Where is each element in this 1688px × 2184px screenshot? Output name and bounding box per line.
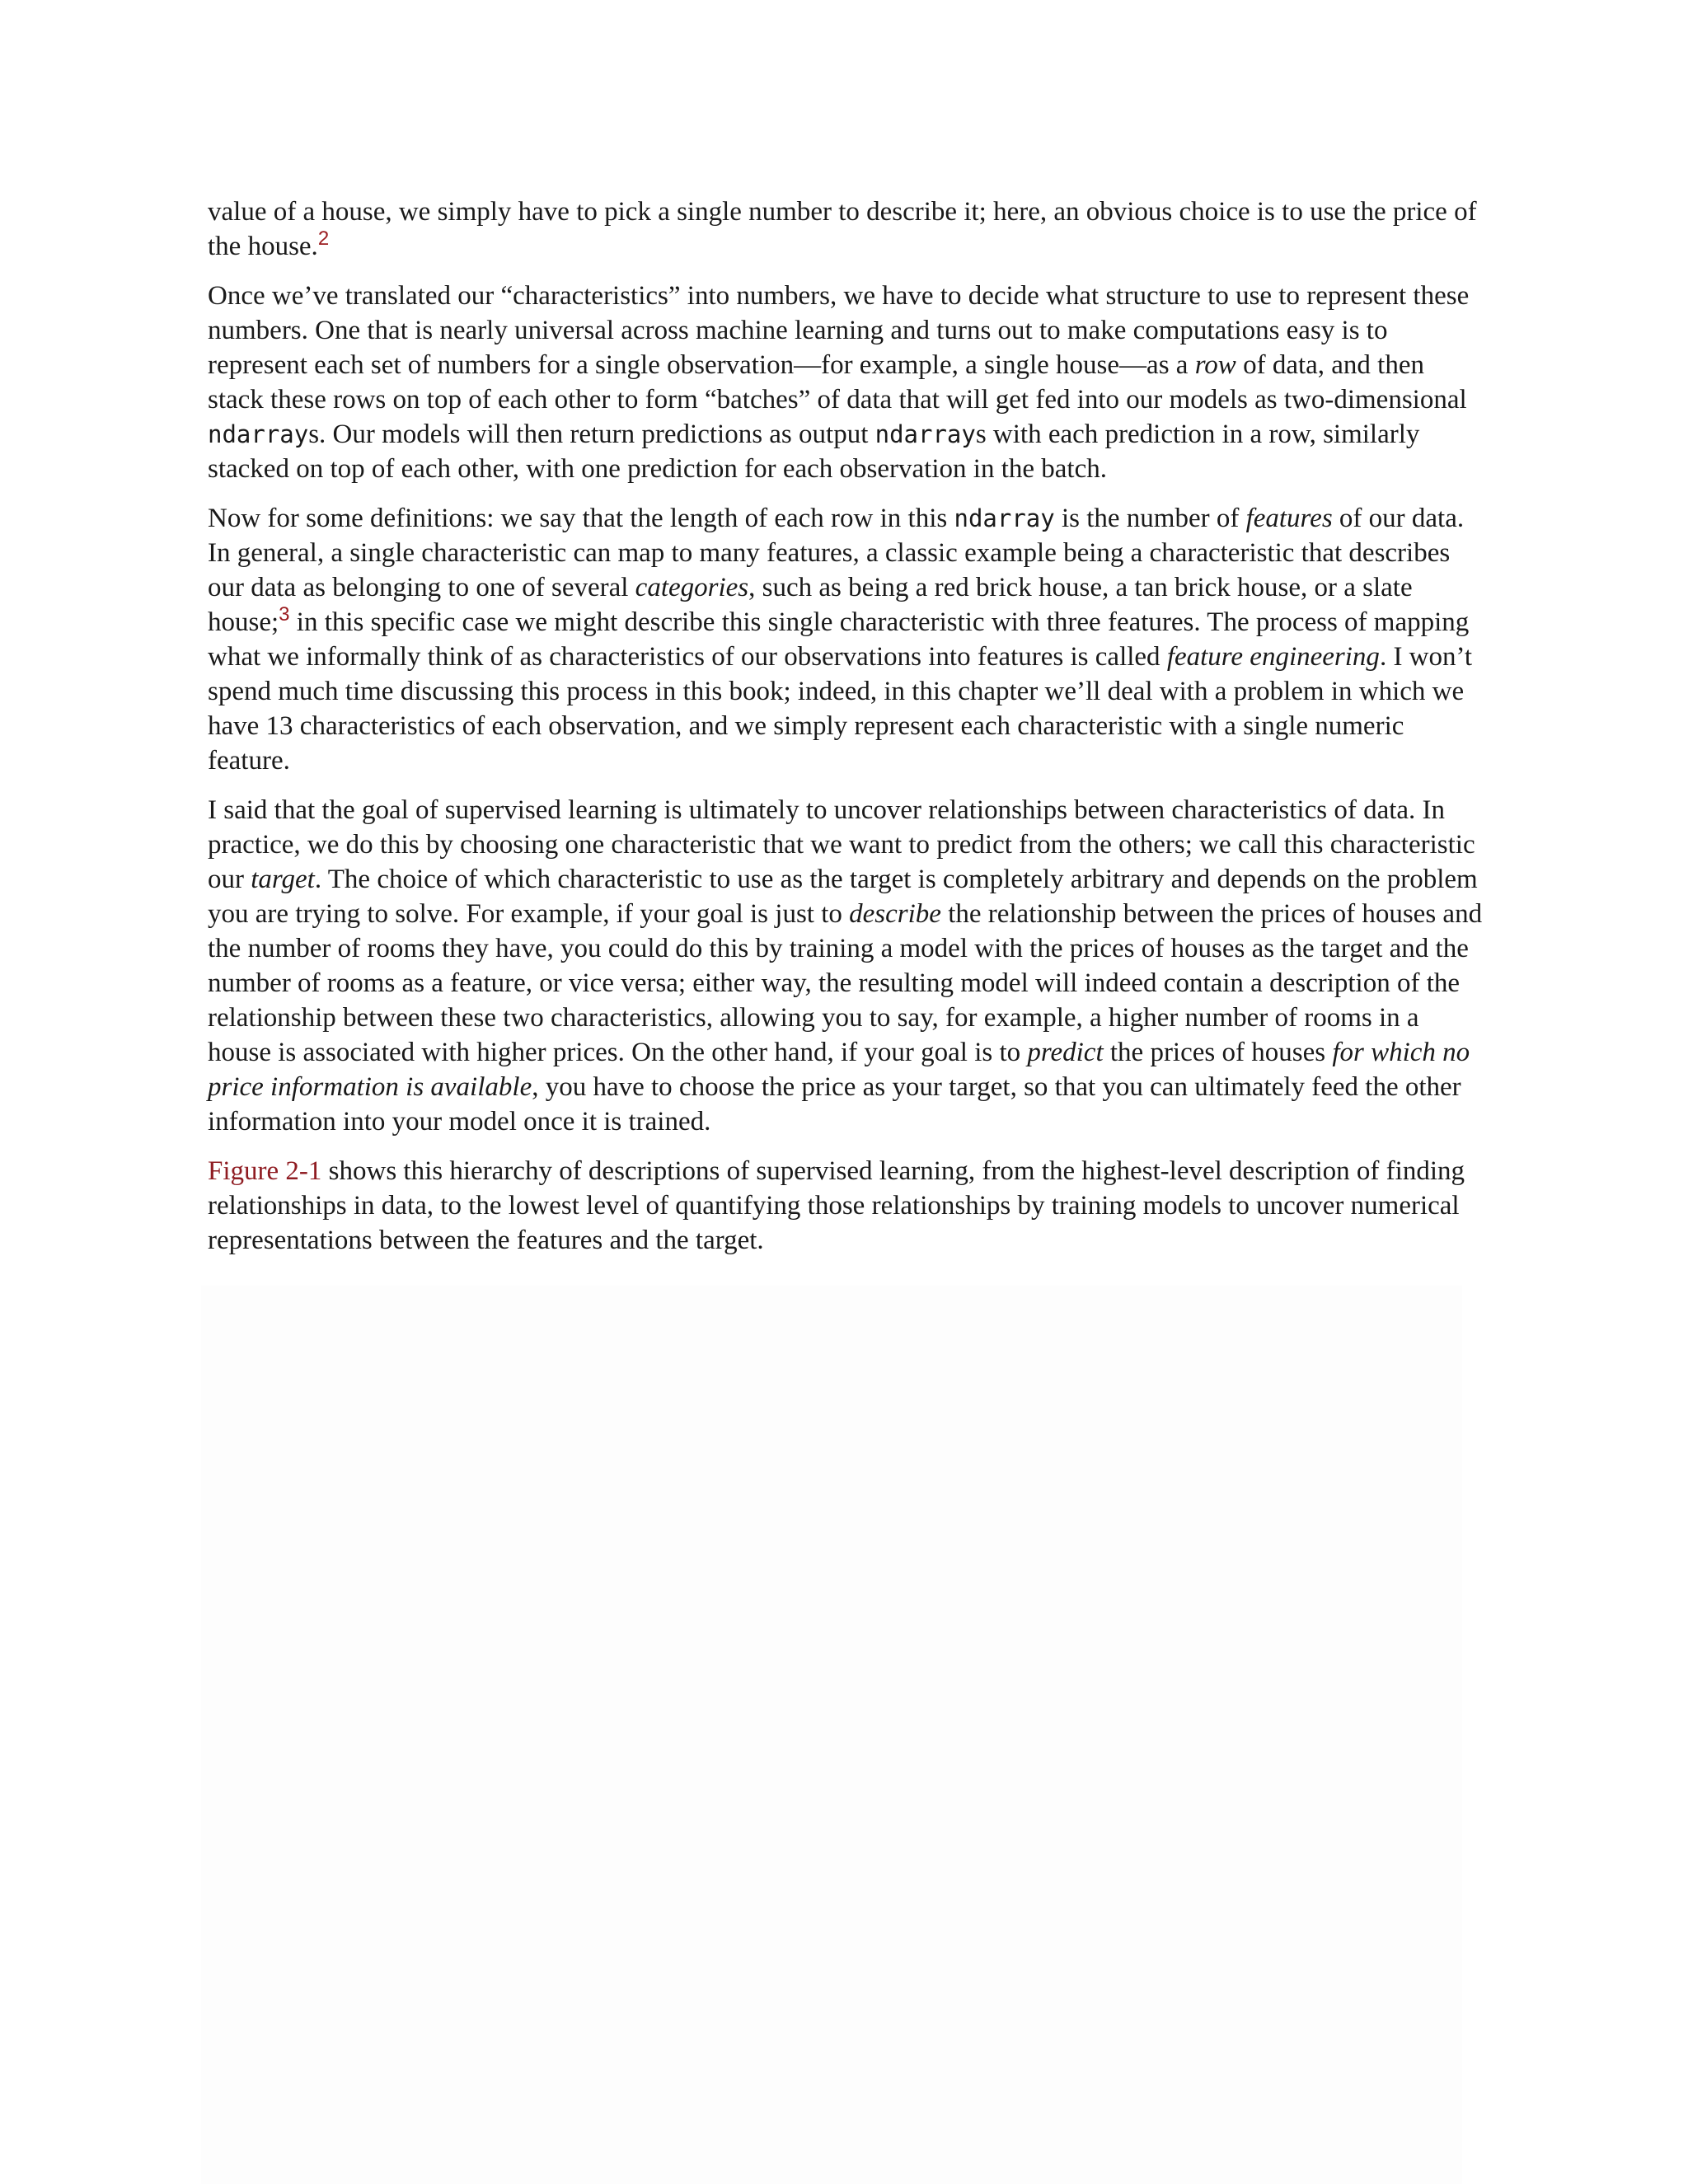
emphasis-text: target bbox=[251, 865, 315, 894]
emphasis-text: for which no price information is available bbox=[208, 1038, 1470, 1102]
emphasis-text: row bbox=[1194, 350, 1236, 380]
footnote-link[interactable]: 3 bbox=[279, 603, 290, 626]
paragraph-3 bbox=[208, 501, 1484, 778]
text-run: of our data. In general, a single characteristic can map to many features, a classic example being a characteristic that describes our data as belonging to one of several bbox=[208, 504, 1465, 602]
text-run: , such as being a red brick house, a tan brick house, or a slate house; bbox=[208, 573, 1413, 637]
text-run: of data, and then stack these rows on top of each other to form “batches” of data that will get fed into our models as two-dimensional bbox=[208, 350, 1467, 415]
text-run: I said that the goal of supervised learning is ultimately to uncover relationships between characteristics of data. In practice, we do this by choosing one characteristic that we want to predict from the others; we call this characteristic our bbox=[208, 795, 1475, 894]
text-run: s. Our models will then return predictions as output bbox=[308, 419, 875, 449]
body-text bbox=[208, 194, 1484, 1272]
emphasis-text: features bbox=[1245, 504, 1333, 533]
text-run: . I won’t spend much time discussing this process in this book; indeed, in this chapter we’ll deal with a problem in which we have 13 characteristics of each observation, and we simply represent each characteristic with a single numeric feature. bbox=[208, 642, 1473, 776]
paragraph-5 bbox=[208, 1154, 1484, 1258]
text-run: Once we’ve translated our “characteristics” into numbers, we have to decide what structure to use to represent these numbers. One that is nearly universal across machine learning and turns out to make computations easy is to represent each set of numbers for a single observation—for example, a single house—as a bbox=[208, 281, 1470, 380]
inline-code: ndarray bbox=[874, 420, 976, 448]
text-run: , you have to choose the price as your target, so that you can ultimately feed the other information into your model once it is trained. bbox=[208, 1072, 1461, 1137]
text-run: Now for some definitions: we say that the length of each row in this bbox=[208, 504, 954, 533]
figure-reference-link[interactable]: Figure 2-1 bbox=[208, 1156, 322, 1186]
text-run: value of a house, we simply have to pick a single number to describe it; here, an obvious choice is to use the price of the house. bbox=[208, 197, 1477, 261]
text-run: the relationship between the prices of houses and the number of rooms they have, you could do this by training a model with the prices of houses as the target and the number of rooms as a feature, or vice versa; either way, the resulting model will indeed contain a description of the relationship between these two characteristics, allowing you to say, for example, a higher number of rooms in a house is associated with higher prices. On the other hand, if your goal is to bbox=[208, 899, 1483, 1067]
inline-code: ndarray bbox=[954, 504, 1055, 532]
paragraph-1 bbox=[208, 194, 1484, 264]
paragraph-4 bbox=[208, 793, 1484, 1139]
footnote-link[interactable]: 2 bbox=[317, 227, 330, 250]
text-run: the prices of houses bbox=[1103, 1038, 1333, 1067]
text-run: . The choice of which characteristic to use as the target is completely arbitrary and depends on the problem you are trying to solve. For example, if your goal is just to bbox=[208, 865, 1478, 929]
emphasis-text: describe bbox=[849, 899, 941, 929]
emphasis-text: categories bbox=[635, 573, 749, 602]
text-run: in this specific case we might describe this single characteristic with three features. The process of mapping what we informally think of as characteristics of our observations into features is called bbox=[208, 607, 1470, 672]
emphasis-text: predict bbox=[1027, 1038, 1104, 1067]
text-run: shows this hierarchy of descriptions of supervised learning, from the highest-level description of finding relationships in data, to the lowest level of quantifying those relationships by training models to uncover numerical representations between the features and the target. bbox=[208, 1156, 1465, 1255]
inline-code: ndarray bbox=[208, 420, 309, 448]
page-shade-region bbox=[201, 1286, 1462, 2184]
text-run: s with each prediction in a row, similarly stacked on top of each other, with one prediction for each observation in the batch. bbox=[208, 419, 1420, 484]
emphasis-text: feature engineering bbox=[1166, 642, 1380, 672]
paragraph-2 bbox=[208, 279, 1484, 486]
text-run: is the number of bbox=[1054, 504, 1246, 533]
